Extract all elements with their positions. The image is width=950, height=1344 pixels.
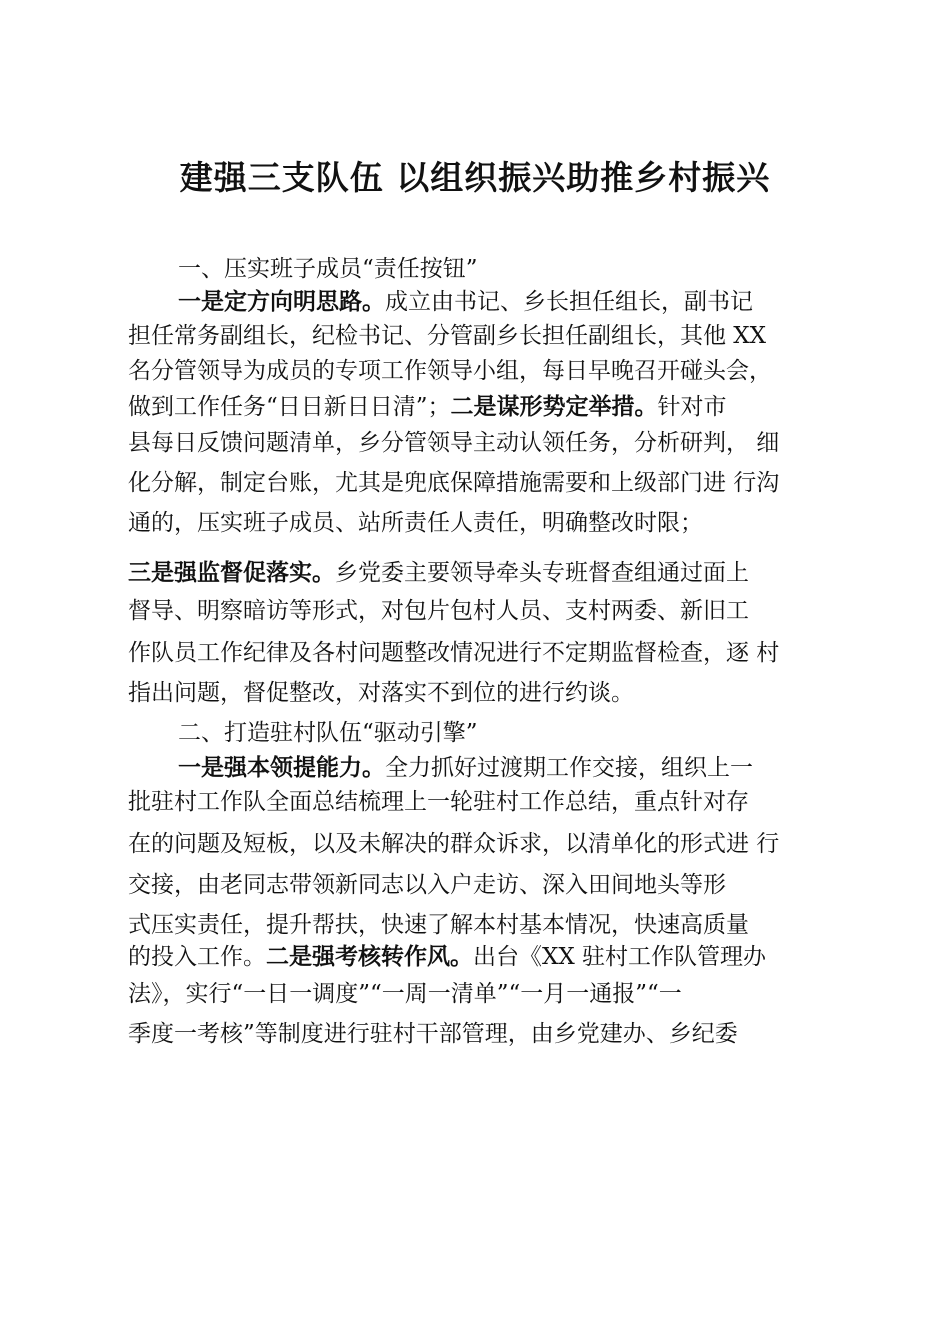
- section-heading-1: 一、压实班子成员“责任按钮”: [178, 256, 478, 282]
- paragraph-line: 名分管领导为成员的专项工作领导小组，每日早晚召开碰头会，: [128, 358, 772, 384]
- bold-lead: 二是谋形势定举措。: [450, 394, 658, 420]
- document-title: 建强三支队伍 以组织振兴助推乡村振兴: [179, 158, 771, 197]
- paragraph-line: 县每日反馈问题清单，乡分管领导主动认领任务，分析研判， 细: [128, 430, 780, 456]
- bold-lead: 二是强考核转作风。: [266, 944, 473, 970]
- paragraph-line: 一是强本领提能力。全力抓好过渡期工作交接，组织上一: [178, 755, 753, 781]
- paragraph-line: 通的，压实班子成员、站所责任人责任，明确整改时限；: [128, 510, 703, 536]
- bold-lead: 一是定方向明思路。: [178, 289, 385, 315]
- bold-lead: 三是强监督促落实。: [128, 560, 335, 586]
- paragraph-line: 交接，由老同志带领新同志以入户走访、深入田间地头等形: [128, 872, 726, 898]
- paragraph-line: 作队员工作纪律及各村问题整改情况进行不定期监督检查，逐 村: [128, 640, 780, 666]
- paragraph-line: 三是强监督促落实。乡党委主要领导牵头专班督查组通过面上: [128, 560, 749, 586]
- paragraph-line: 担任常务副组长，纪检书记、分管副乡长担任副组长，其他 XX: [128, 323, 767, 349]
- paragraph-line: 式压实责任，提升帮扶，快速了解本村基本情况，快速高质量: [128, 912, 749, 938]
- paragraph-line: 季度一考核”等制度进行驻村干部管理，由乡党建办、乡纪委: [128, 1021, 738, 1047]
- paragraph-line: 批驻村工作队全面总结梳理上一轮驻村工作总结，重点针对存: [128, 789, 749, 815]
- paragraph-line: 的投入工作。二是强考核转作风。出台《XX 驻村工作队管理办: [128, 944, 767, 970]
- paragraph-line: 督导、明察暗访等形式，对包片包村人员、支村两委、新旧工: [128, 598, 749, 624]
- paragraph-line: 法》，实行“一日一调度”“一周一清单”“一月一通报”“一: [128, 981, 682, 1007]
- section-heading-2: 二、打造驻村队伍“驱动引擎”: [178, 720, 478, 746]
- paragraph-line: 做到工作任务“日日新日日清”；二是谋形势定举措。针对市: [128, 394, 727, 420]
- paragraph-line: 在的问题及短板，以及未解决的群众诉求，以清单化的形式进 行: [128, 831, 780, 857]
- paragraph-line: 指出问题，督促整改，对落实不到位的进行约谈。: [128, 680, 634, 706]
- paragraph-line: 一是定方向明思路。成立由书记、乡长担任组长，副书记: [178, 289, 753, 315]
- bold-lead: 一是强本领提能力。: [178, 755, 385, 781]
- paragraph-line: 化分解，制定台账，尤其是兜底保障措施需要和上级部门进 行沟: [128, 470, 780, 496]
